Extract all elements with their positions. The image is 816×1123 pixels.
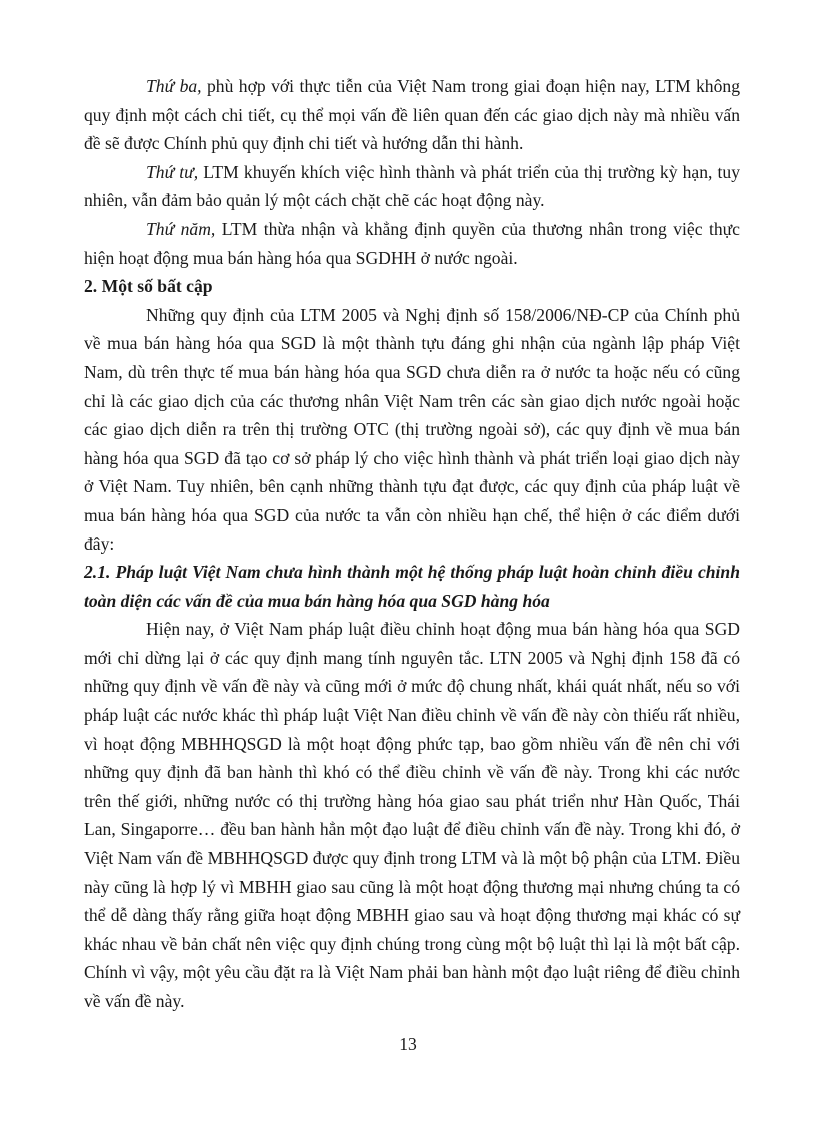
page-number: 13 bbox=[399, 1034, 417, 1054]
paragraph-lead: Thứ ba, bbox=[146, 76, 202, 96]
paragraph-lead: Thứ tư, bbox=[146, 161, 199, 182]
paragraph-lead: Thứ năm, bbox=[146, 218, 216, 239]
paragraph-text: LTM khuyến khích việc hình thành và phát triển của thị trường kỳ hạn, tuy nhiên, vẫn đảm bảo quản lý một cách chặt chẽ các hoạt động này. bbox=[84, 161, 740, 211]
paragraph-hien-nay: Hiện nay, ở Việt Nam pháp luật điều chỉnh hoạt động mua bán hàng hóa qua SGD mới chỉ dừng lại ở các quy định mang tính nguyên tắc. LTN 2005 và Nghị định 158 đã có những quy định về vấn đề này và cũng mới ở mức độ chung nhất, khái quát nhất, nếu so với pháp luật các nước khác thì pháp luật Việt Nan điều chỉnh về vấn đề này còn thiếu rất nhiều, vì hoạt động MBHHQSGD là một hoạt động phức tạp, bao gồm nhiều vấn đề nên chỉ với những quy định đã ban hành thì khó có thể điều chỉnh về vấn đề này. Trong khi các nước trên thế giới, những nước có thị trường hàng hóa giao sau phát triển như Hàn Quốc, Thái Lan, Singaporre… đều ban hành hẳn một đạo luật để điều chỉnh vấn đề này. Trong khi đó, ở Việt Nam vấn đề MBHHQSGD được quy định trong LTM và là một bộ phận của LTM. Điều này cũng là hợp lý vì MBHH giao sau cũng là một hoạt động thương mại nhưng chúng ta có thể dễ dàng thấy rằng giữa hoạt động MBHH giao sau và hoạt động thương mại khác có sự khác nhau về bản chất nên việc quy định chúng trong cùng một bộ luật thì lại là một bất cập. Chính vì vậy, một yêu cầu đặt ra là Việt Nam phải ban hành một đạo luật riêng để điều chỉnh về vấn đề này. bbox=[84, 619, 740, 1011]
paragraph-thu-ba bbox=[84, 72, 740, 158]
subsection-heading-2-1: 2.1. Pháp luật Việt Nam chưa hình thành một hệ thống pháp luật hoàn chỉnh điều chỉnh toàn diện các vấn đề của mua bán hàng hóa qua SGD hàng hóa bbox=[84, 562, 740, 611]
section-heading-2: 2. Một số bất cập bbox=[84, 276, 213, 297]
paragraph-nhung-quy-dinh: Những quy định của LTM 2005 và Nghị định số 158/2006/NĐ-CP của Chính phủ về mua bán hàng hóa qua SGD là một thành tựu đáng ghi nhận của ngành lập pháp Việt Nam, dù trên thực tế mua bán hàng hóa qua SGD chưa diễn ra ở nước ta hoặc nếu có cũng chỉ là các giao dịch của các thương nhân Việt Nam trên các sàn giao dịch nước ngoài hoặc các giao dịch diễn ra trên thị trường OTC (thị trường ngoài sở), các quy định về mua bán hàng hóa qua SGD đã tạo cơ sở pháp lý cho việc hình thành và phát triển loại giao dịch này ở Việt Nam. Tuy nhiên, bên cạnh những thành tựu đạt được, các quy định của pháp luật về mua bán hàng hóa qua SGD của nước ta vẫn còn nhiều hạn chế, thể hiện ở các điểm dưới đây: bbox=[84, 304, 740, 554]
paragraph-thu-tu bbox=[84, 158, 740, 215]
paragraph-thu-nam bbox=[84, 215, 740, 272]
paragraph-text: phù hợp với thực tiễn của Việt Nam trong giai đoạn hiện nay, LTM không quy định một cách chi tiết, cụ thể mọi vấn đề liên quan đến các giao dịch này mà nhiều vấn đề sẽ được Chính phủ quy định chi tiết và hướng dẫn thi hành. bbox=[84, 76, 740, 154]
document-page bbox=[84, 72, 740, 1016]
paragraph-text: LTM thừa nhận và khẳng định quyền của thương nhân trong việc thực hiện hoạt động mua bán hàng hóa qua SGDHH ở nước ngoài. bbox=[84, 218, 740, 268]
